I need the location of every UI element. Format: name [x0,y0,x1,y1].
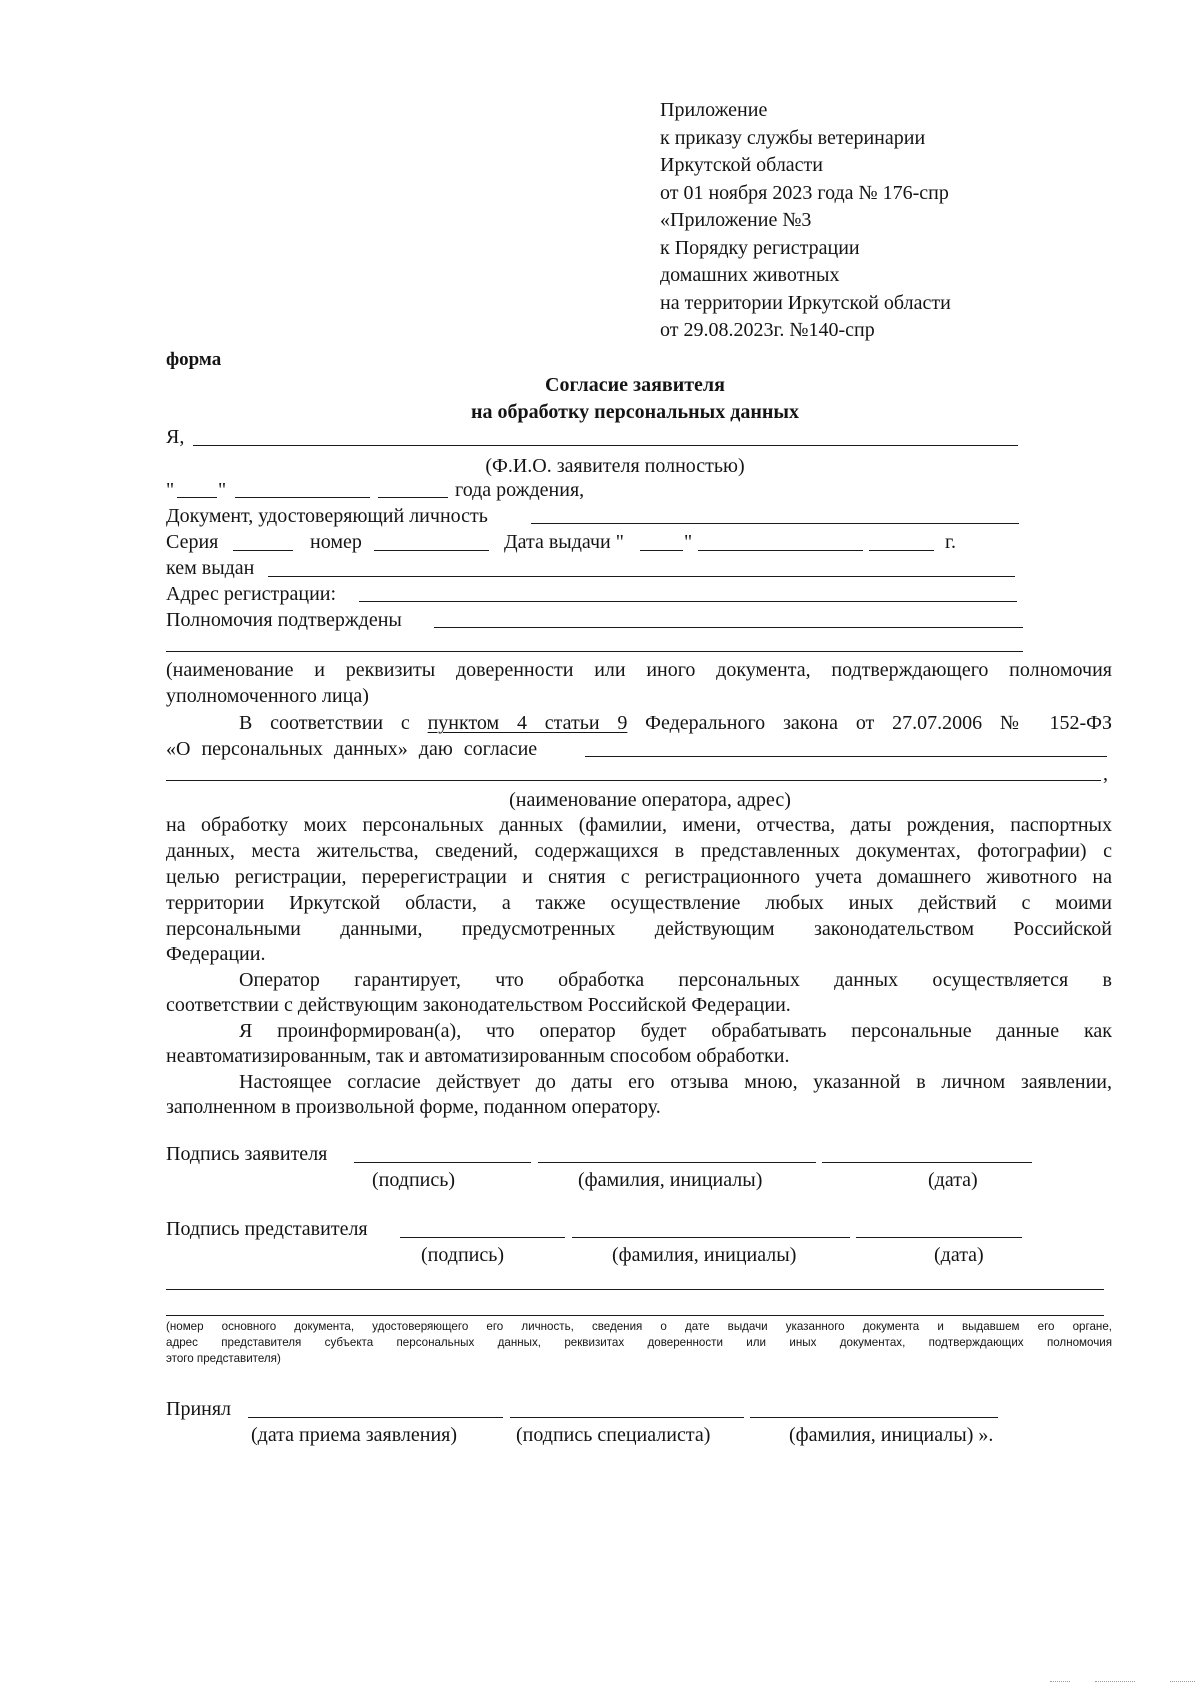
body-p2-line-2: соответствии с действующим законодательством Российской Федерации. [166,994,791,1016]
body-p4-line-1: Настоящее согласие действует до даты его отзыва мною, указанной в личном заявлении, [239,1071,1112,1093]
rep-signature-label: Подпись представителя [166,1218,368,1240]
operator-field[interactable] [585,756,1107,757]
accepted-sign-hint: (подпись специалиста) [516,1424,711,1446]
rep-name-hint: (фамилия, инициалы) [612,1244,797,1266]
applicant-sign-hint: (подпись) [372,1169,456,1191]
doc-label: Документ, удостоверяющий личность [166,505,488,527]
rep-signature-field[interactable] [400,1237,565,1238]
body-p1-line-3: целью регистрации, перерегистрации и снятия с регистрационного учета домашнего животного на [166,866,1112,888]
law-article-link[interactable]: пунктом 4 статьи 9 [427,712,628,734]
header-line-4: от 01 ноября 2023 года № 176-спр [660,182,949,204]
authority-field-2[interactable] [166,651,1023,652]
rep-note-line-1: (номер основного документа, удостоверяющего его личность, сведения о дате выдачи указанного документа и выдавшем его органе, [166,1320,1112,1333]
operator-field-2[interactable] [166,780,1101,781]
quote-open: " [166,479,175,501]
consent-prefix: В соответствии с [239,712,410,734]
title-line-1: Согласие заявителя [545,374,725,396]
number-label: номер [310,531,362,553]
accepted-name-hint: (фамилия, инициалы) ». [789,1424,994,1446]
fio-hint: (Ф.И.О. заявителя полностью) [485,455,745,477]
issue-quote: " [684,531,693,553]
header-line-2: к приказу службы ветеринарии [660,127,926,149]
header-line-7: домашних животных [660,264,840,286]
number-field[interactable] [374,550,489,551]
authority-label: Полномочия подтверждены [166,609,402,631]
header-line-8: на территории Иркутской области [660,292,951,314]
scan-artifact-3 [1170,1681,1195,1682]
proxy-note-line-2: уполномоченного лица) [166,685,369,707]
body-p3-line-1: Я проинформирован(а), что оператор будет обрабатывать персональные данные как [239,1020,1112,1042]
applicant-date-field[interactable] [822,1162,1032,1163]
operator-hint: (наименование оператора, адрес) [509,789,791,811]
accepted-sign-field[interactable] [510,1417,744,1418]
accepted-date-hint: (дата приема заявления) [251,1424,458,1446]
consent-suffix: Федерального закона от 27.07.2006 № 152-ФЗ [645,712,1112,734]
applicant-name-field[interactable] [538,1162,816,1163]
quote-close: " [218,479,227,501]
consent-line-2: «О персональных данных» даю согласие [166,738,538,760]
form-label: форма [166,349,222,370]
proxy-note-line-1: (наименование и реквизиты доверенности или иного документа, подтверждающего полномочия [166,659,1112,681]
birth-year-field[interactable] [378,497,448,498]
header-line-6: к Порядку регистрации [660,237,860,259]
consent-line-1 [166,713,1112,733]
rep-sign-hint: (подпись) [421,1244,505,1266]
issue-year-field[interactable] [869,550,934,551]
rep-note-line-3: этого представителя) [166,1352,281,1365]
birth-month-field[interactable] [235,497,370,498]
birth-day-field[interactable] [177,497,217,498]
comma: , [1103,763,1108,785]
scan-artifact-2 [1095,1681,1135,1682]
address-field[interactable] [359,601,1017,602]
address-label: Адрес регистрации: [166,583,337,605]
accepted-name-field[interactable] [750,1417,998,1418]
series-field[interactable] [233,550,293,551]
authority-field[interactable] [434,627,1023,628]
applicant-name-hint: (фамилия, инициалы) [578,1169,763,1191]
body-p3-line-2: неавтоматизированным, так и автоматизированным способом обработки. [166,1045,790,1067]
applicant-signature-label: Подпись заявителя [166,1143,328,1165]
issue-date-label: Дата выдачи " [504,531,624,553]
fio-field[interactable] [193,445,1018,446]
body-p1-line-4: территории Иркутской области, а также осуществление любых иных действий с моими [166,892,1112,914]
accepted-label: Принял [166,1398,232,1420]
body-p1-line-5: персональными данными, предусмотренных действующим законодательством Российской [166,918,1112,940]
body-p2-line-1: Оператор гарантирует, что обработка персональных данных осуществляется в [239,969,1112,991]
doc-field[interactable] [531,523,1019,524]
rep-details-field-2[interactable] [166,1315,1104,1316]
body-p1-line-6: Федерации. [166,943,266,965]
header-line-3: Иркутской области [660,154,823,176]
scan-artifact [1050,1681,1070,1682]
year-suffix: г. [945,531,956,553]
header-line-5: «Приложение №3 [660,209,812,231]
accepted-date-field[interactable] [248,1417,503,1418]
rep-date-hint: (дата) [934,1244,984,1266]
body-p4-line-2: заполненном в произвольной форме, поданном оператору. [166,1096,661,1118]
applicant-date-hint: (дата) [928,1169,978,1191]
birth-label: года рождения, [455,479,585,501]
applicant-signature-field[interactable] [354,1162,531,1163]
series-label: Серия [166,531,219,553]
rep-name-field[interactable] [572,1237,850,1238]
header-line-9: от 29.08.2023г. №140-спр [660,319,875,341]
issued-by-field[interactable] [268,576,1015,577]
title-line-2: на обработку персональных данных [471,401,799,423]
issue-day-field[interactable] [640,550,683,551]
issued-by-label: кем выдан [166,557,255,579]
rep-details-field[interactable] [166,1289,1104,1290]
ya-label: Я, [166,426,185,448]
rep-date-field[interactable] [856,1237,1022,1238]
body-p1-line-1: на обработку моих персональных данных (фамилии, имени, отчества, даты рождения, паспортных [166,814,1112,836]
header-line-1: Приложение [660,99,768,121]
rep-note-line-2: адрес представителя субъекта персональных данных, реквизитах доверенности или иных документах, подтверждающих полномочия [166,1336,1112,1349]
body-p1-line-2: данных, места жительства, сведений, содержащихся в представленных документах, фотографии) с [166,840,1112,862]
issue-month-field[interactable] [698,550,863,551]
